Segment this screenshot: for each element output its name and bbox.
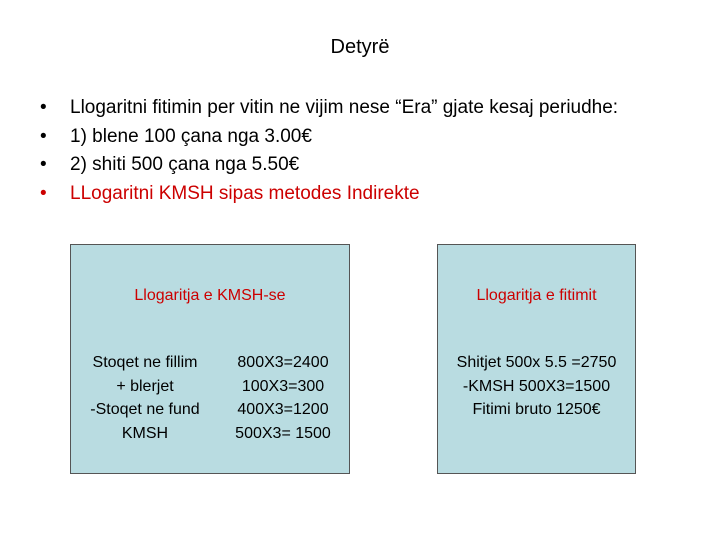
bullet-item: • 2) shiti 500 çana nga 5.50€ — [40, 151, 618, 180]
kmsh-box-title: Llogaritja e KMSH-se — [134, 287, 286, 304]
kmsh-labels-column — [77, 351, 213, 445]
bullet-item: • Llogaritni fitimin per vitin ne vijim nese “Era” gjate kesaj periudhe: — [40, 94, 618, 123]
profit-line: Fitimi bruto 1250€ — [472, 401, 601, 418]
kmsh-values-column — [221, 351, 345, 445]
profit-box-title: Llogaritja e fitimit — [476, 287, 597, 304]
kmsh-value: 500X3= 1500 — [235, 424, 331, 442]
kmsh-value: 800X3=2400 — [237, 354, 329, 371]
slide-title: Detyrë — [330, 36, 390, 58]
profit-calculation-box — [437, 244, 636, 474]
kmsh-value: 100X3=300 — [241, 377, 325, 395]
kmsh-label: Stoqet ne fillim — [92, 354, 198, 371]
profit-line: Shitjet 500x 5.5 =2750 — [456, 354, 617, 371]
profit-line: -KMSH 500X3=1500 — [462, 377, 611, 395]
kmsh-value: 400X3=1200 — [237, 401, 329, 418]
bullet-item: • 1) blene 100 çana nga 3.00€ — [40, 123, 618, 152]
profit-lines-column — [438, 351, 635, 422]
kmsh-label: -Stoqet ne fund — [90, 401, 200, 418]
bullet-item-highlight: • LLogaritni KMSH sipas metodes Indirekte — [40, 180, 618, 209]
kmsh-label: + blerjet — [116, 377, 174, 395]
kmsh-calculation-box — [70, 244, 350, 474]
task-bullet-list — [40, 94, 618, 208]
kmsh-label: KMSH — [121, 424, 169, 442]
